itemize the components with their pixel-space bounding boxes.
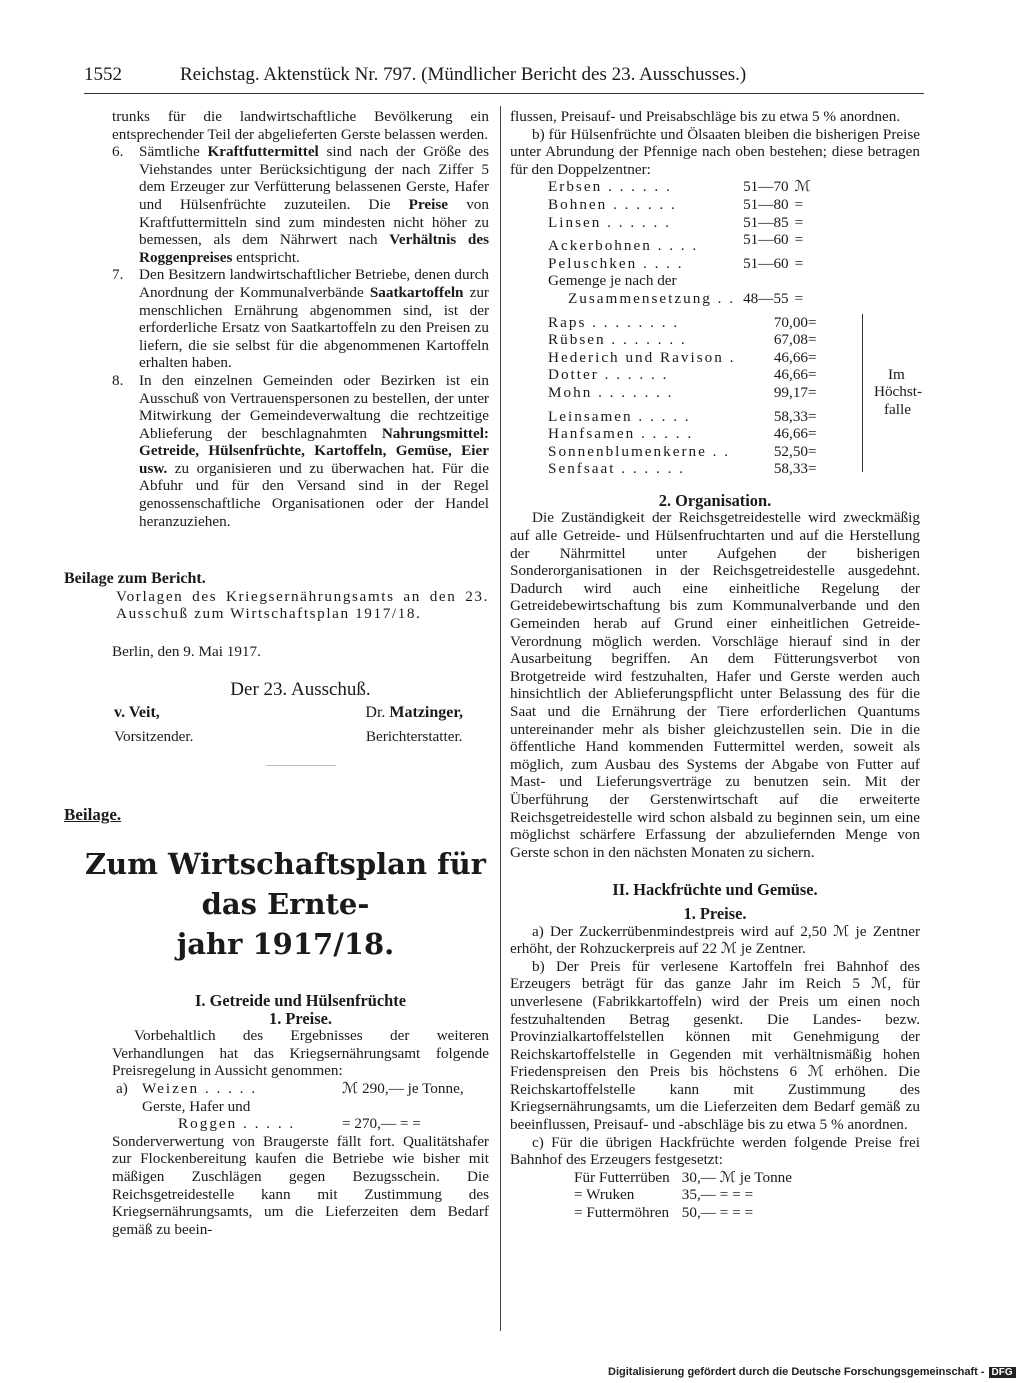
pulses-intro: b) für Hülsenfrüchte und Ölsaaten bleiben die bisherigen Preise unter Abrundung der Pfennige nach oben bestehen; diese betragen für den Doppelzentner: — [510, 125, 920, 178]
table-row — [548, 366, 817, 384]
table-cell: 51—60 — [743, 254, 789, 272]
dfg-footer — [608, 1366, 1016, 1378]
table-row — [548, 443, 817, 461]
table-cell: Zusammensetzung . . — [568, 289, 736, 307]
signatures — [112, 704, 489, 745]
table-row — [548, 331, 817, 349]
table-cell: = — [808, 442, 817, 460]
beilage-heading: Beilage. — [64, 805, 122, 825]
section-heading: II. Hackfrüchte und Gemüse. — [612, 880, 818, 900]
rapporteur-name: Dr. Matzinger, — [365, 704, 463, 722]
table-row — [548, 255, 811, 273]
list-item — [112, 143, 489, 266]
table-cell: = — [808, 407, 817, 425]
table-cell: Ackerbohnen . . . . — [548, 237, 699, 255]
table-cell: 67,08 — [773, 331, 808, 349]
table-cell: Peluschken . . . . — [548, 254, 684, 272]
table-cell: 30,— ℳ je Tonne — [681, 1168, 792, 1186]
table-row — [548, 231, 811, 255]
subsection-heading: 2. Organisation. — [658, 490, 772, 510]
item-text: Den Besitzern landwirtschaftlicher Betriebe, denen durch Anordnung der Kommunalverbände Saatkartoffeln zur menschlichen Ernährung abgenommen sind, ist der erforderliche Ersatz von Saatkartoffeln zu den Preisen zu liefern, die sie selbst für die abgenommenen Kartoffeln erhalten haben. — [139, 266, 489, 372]
table-row — [574, 1186, 792, 1204]
running-title: Reichstag. Aktenstück Nr. 797. (Mündlicher Bericht des 23. Ausschusses.) — [180, 64, 747, 85]
table-cell: = — [808, 313, 817, 331]
chair-name: v. Veit, — [114, 704, 160, 722]
table-cell: 51—85 — [743, 213, 789, 231]
table-cell: 51—70 — [743, 178, 789, 196]
table-row — [548, 314, 817, 332]
rapporteur-role: Berichterstatter. — [365, 727, 463, 745]
table-cell: Rübsen . . . . . . . — [548, 331, 687, 349]
list-item — [112, 266, 489, 372]
table-cell: = Wruken — [574, 1186, 635, 1204]
dfg-logo-icon: DFG — [989, 1367, 1016, 1378]
table-cell: = — [794, 195, 804, 213]
table-cell: = — [808, 366, 817, 384]
grain-price-table: a) Weizen . . . . . ℳ 290,— je Tonne, Gerste, Hafer und Roggen . . . . . = 270,— = = — [116, 1079, 464, 1133]
table-cell: Senfsaat . . . . . . — [548, 460, 686, 478]
page-number: 1552 — [84, 64, 122, 85]
header-rule — [84, 93, 924, 94]
table-cell: = — [808, 460, 817, 478]
table-cell: = — [794, 213, 804, 231]
oilseed-table — [548, 314, 817, 478]
oilseed-block — [548, 313, 923, 478]
table-row — [548, 178, 811, 196]
table-cell: 51—80 — [743, 195, 789, 213]
item-number: 7. — [112, 266, 124, 284]
table-cell: Linsen . . . . . . — [548, 213, 671, 231]
table-row — [574, 1204, 792, 1222]
table-row — [548, 272, 811, 290]
table-cell: 35,— = = = — [681, 1186, 754, 1204]
place-date: Berlin, den 9. Mai 1917. — [112, 643, 261, 661]
intro-paragraph: Vorbehaltlich des Ergebnisses der weiteren Verhandlungen hat das Kriegsernährungsamt folgende Preisregelung in Aussicht genommen: — [112, 1027, 489, 1080]
table-cell: 99,17 — [773, 383, 808, 401]
table-cell: 58,33 — [773, 460, 808, 478]
footer-text: Digitalisierung gefördert durch die Deutsche Forschungsgemeinschaft - — [608, 1366, 985, 1378]
table-cell: = — [794, 289, 804, 307]
table-cell — [789, 272, 811, 290]
table-cell: Sonnenblumenkerne . . — [548, 442, 731, 460]
table-cell: 46,66 — [773, 366, 808, 384]
table-cell: Raps . . . . . . . . — [548, 313, 680, 331]
right-column — [510, 108, 923, 1222]
table-cell: 50,— = = = — [681, 1204, 754, 1222]
table-cell: 58,33 — [773, 407, 808, 425]
hoechstfalle-note: Im Höchst- falle — [874, 365, 923, 418]
sonder-paragraph: Sonderverwertung von Braugerste fällt fort. Qualitätshafer zur Flockenbereitung kaufen die Betriebe wie bisher mit mäßigen Zuschlägen gegen Bezugsschein. Die Reichsgetreidestelle kann mit Zustimmung des Kriegsernährungsamts, um die Lieferzeiten dem Bedarf gemäß zu beein- — [112, 1132, 489, 1238]
subsection-heading: 1. Preise. — [683, 903, 747, 923]
list-item — [112, 372, 489, 530]
paragraph-b: b) Der Preis für verlesene Kartoffeln frei Bahnhof des Erzeugers beträgt für das ganze Jahr im Reich 5 ℳ, für unverlesene (Fabrikkartoffeln) wird der Preis um einen noch festzuhaltenden Betrag gesenkt. Die Landes- bezw. Provinzialkartoffelstellen können mit Genehmigung der Reichskartoffelstelle in Gegenden mit verhältnismäßig hohen Friedenspreisen den Preis bis höchstens 6 ℳ erhöhen. Die Reichskartoffelstelle kann mit Zustimmung des Kriegsernährungsamts, um die Lieferzeiten dem Bedarf gemäß zu beeinflussen, Preisauf- und -abschläge bis zu etwa 5 % anordnen. — [510, 957, 920, 1134]
left-column — [64, 108, 489, 1238]
table-row — [548, 402, 817, 426]
chair-role: Vorsitzender. — [114, 727, 194, 745]
item-number: 6. — [112, 143, 124, 161]
column-divider — [500, 106, 501, 1331]
table-row — [548, 349, 817, 367]
root-crop-table — [574, 1169, 792, 1222]
main-title-line1: Zum Wirtschaftsplan für das Ernte- — [85, 847, 486, 921]
table-cell: 52,50 — [773, 442, 808, 460]
table-cell: = — [808, 383, 817, 401]
table-cell: = — [794, 254, 804, 272]
table-cell: Erbsen . . . . . . — [548, 178, 672, 196]
committee-name: Der 23. Ausschuß. — [230, 678, 371, 700]
organisation-paragraph: Die Zuständigkeit der Reichsgetreidestelle wird zweckmäßig auf alle Getreide- und Hülsenfruchtarten und auf die Herstellung der Nährmittel unter Aufgehen der bisherigen Sonderorganisationen in der Reichsgetreidestelle ausgedehnt. Dadurch wird auch eine einheitliche Regelung der Getreidebewirtschaftung bis zum Kommunalverbande und den Gemeinden herab auf Grund einer einheitlichen Getreide-Verordnung möglich werden. Vorschläge hierauf sind in der Ausarbeitung begriffen. An dem Fütterungsverbot von Brotgetreide wird festzuhalten, Hafer und Gerste werden auch hinsichtlich der Ablieferungspflicht unter Belassung des für die Saat und die Ernährung der Tiere erforderlichen Quantums untereinander mehr als bisher gleichzustellen sein. Die in die öffentliche Hand kommenden Futtermittel werden, soweit als möglich, zum Ausbau des Systems der Abgabe von Futter auf Mast- und Lieferungsverträge zu benutzen sein. Mit der Überführung der Gerstenwirtschaft auf die erweiterte Reichsgetreidestelle wird schon alsbald zu beginnen sein, um eine möglichst schärfere Erfassung der abzuliefernden Menge von Gerste schon in den nächsten Monaten zu sichern. — [510, 509, 920, 861]
table-cell: = — [808, 425, 817, 443]
table-cell: = — [794, 231, 804, 249]
table-row — [548, 460, 817, 478]
item-number: 8. — [112, 371, 124, 389]
table-cell: Für Futterrüben — [574, 1168, 670, 1186]
table-cell: 48—55 — [743, 289, 789, 307]
paragraph-c: c) Für die übrigen Hackfrüchte werden folgende Preise frei Bahnhof des Erzeugers festgesetzt: — [510, 1133, 920, 1169]
beilage-bericht-heading: Beilage zum Bericht. — [64, 570, 206, 588]
table-cell: 46,66 — [773, 348, 808, 366]
vorlagen-note: Vorlagen des Kriegsernährungsamts an den 23. Ausschuß zum Wirtschaftsplan 1917/18. — [116, 587, 489, 623]
table-cell: 51—60 — [743, 231, 789, 249]
table-cell: Mohn . . . . . . . — [548, 383, 674, 401]
table-cell: Bohnen . . . . . . — [548, 195, 677, 213]
table-row — [548, 290, 811, 308]
pulses-table — [548, 178, 811, 307]
table-cell: Hanfsamen . . . . . — [548, 425, 694, 443]
table-row — [548, 196, 811, 214]
table-cell: Gemenge je nach der — [548, 272, 677, 290]
subsection-heading: 1. Preise. — [269, 1008, 332, 1028]
table-cell — [735, 272, 789, 290]
table-cell: = — [808, 348, 817, 366]
running-header — [84, 64, 924, 86]
item-text: In den einzelnen Gemeinden oder Bezirken ist ein Ausschuß von Vertrauenspersonen zu bestellen, der unter Mitwirkung der Gemeindeverwaltung die rechtzeitige Ablieferung der beschlagnahmten Nahrungsmittel: Getreide, Hülsenfrüchte, Kartoffeln, Gemüse, Eier usw. zu organisieren und zu überwachen hat. Für die Abfuhr und für den Versand sind in der Regel genossenschaftliche Organisationen oder der Handel heranzuziehen. — [139, 371, 489, 530]
main-title-line2: jahr 1917/18. — [176, 927, 395, 961]
table-cell: 70,00 — [773, 313, 808, 331]
section-heading: I. Getreide und Hülsenfrüchte — [195, 991, 406, 1010]
table-row — [574, 1169, 792, 1187]
paragraph-a: a) Der Zuckerrübenmindestpreis wird auf 2,50 ℳ je Zentner erhöht, der Rohzuckerpreis auf 22 ℳ je Zentner. — [510, 922, 920, 958]
table-row — [548, 384, 817, 402]
table-cell: = Futtermöhren — [574, 1204, 670, 1222]
table-row — [548, 214, 811, 232]
item-text: Sämtliche Kraftfuttermittel sind nach der Größe des Viehstandes unter Berücksichtigung der nach Ziffer 5 dem Erzeuger zur Verfütterung belassenen Gerste, Hafer und Hülsenfrüchte zuzuteilen. Die Preise von Kraftfuttermitteln sind zum mindesten nicht höher zu bemessen, als dem Nährwert nach Verhältnis des Roggenpreises entspricht. — [139, 143, 489, 266]
table-cell: 46,66 — [773, 425, 808, 443]
table-cell: Leinsamen . . . . . — [548, 407, 691, 425]
table-cell: ℳ — [794, 178, 811, 196]
table-cell: Hederich und Ravison . — [548, 348, 736, 366]
table-cell: Dotter . . . . . . — [548, 366, 669, 384]
table-row — [548, 425, 817, 443]
table-cell: = — [808, 331, 817, 349]
continued-text: flussen, Preisauf- und Preisabschläge bis zu etwa 5 % anordnen. — [510, 108, 901, 125]
continued-text: trunks für die landwirtschaftliche Bevölkerung ein entsprechender Teil der abgelieferten Gerste belassen werden. — [112, 108, 489, 143]
brace — [856, 314, 863, 472]
